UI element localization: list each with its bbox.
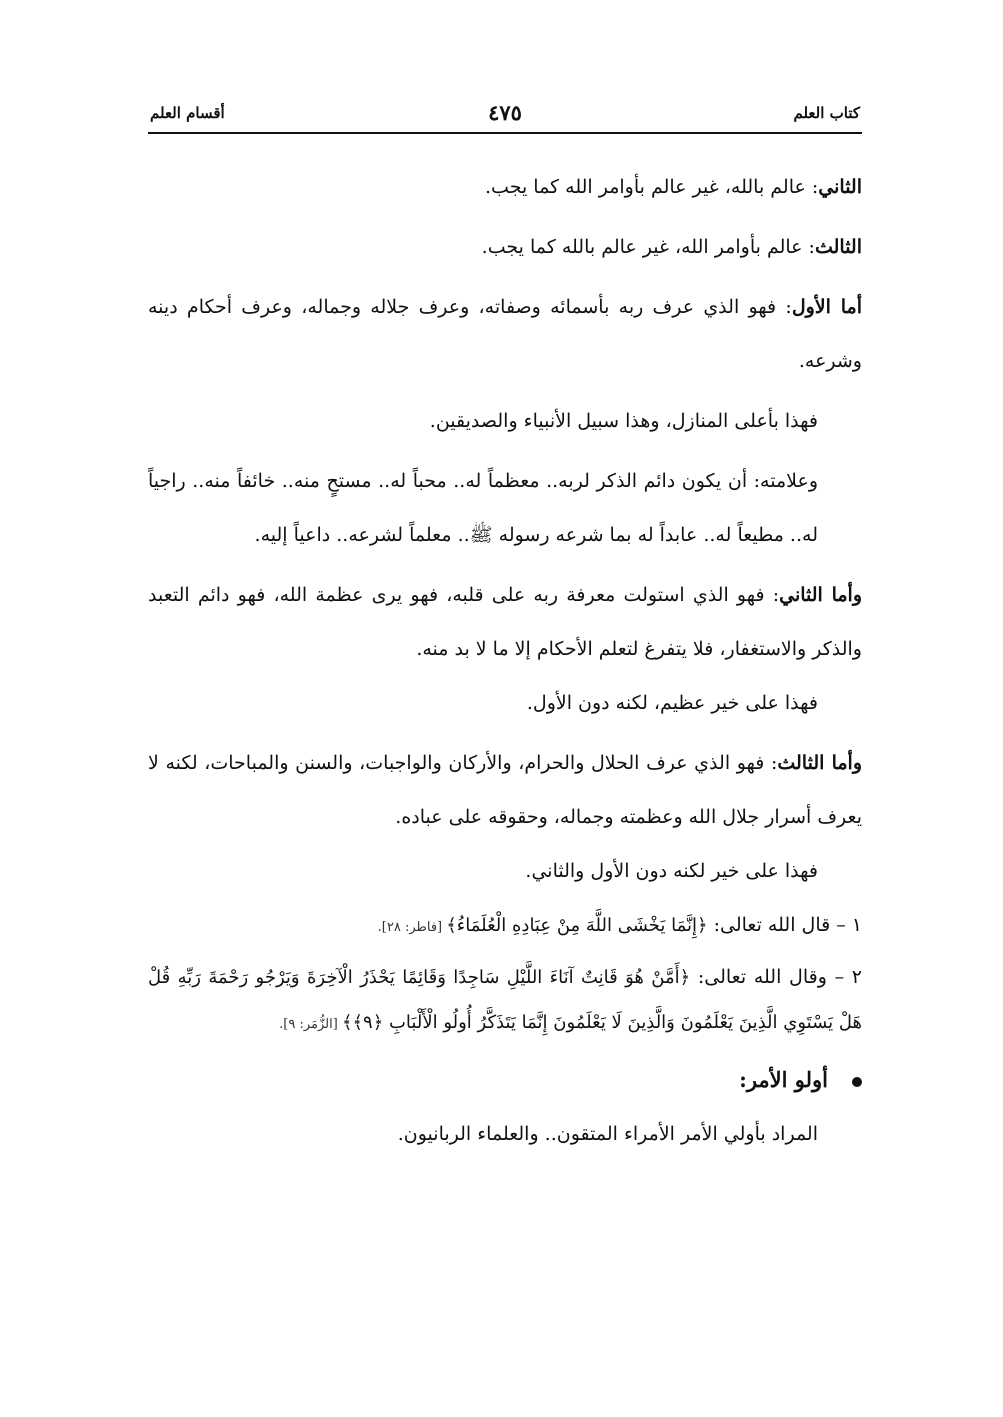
book-title: كتاب العلم (793, 104, 860, 122)
paragraph-third-explained (148, 736, 862, 844)
verse-reference: [فاطر: ٢٨]. (377, 920, 447, 935)
page-body (148, 160, 862, 1161)
paragraph-first-rank: فهذا بأعلى المنازل، وهذا سبيل الأنبياء والصديقين. (429, 410, 818, 432)
verse-reference: [الزُّمَر: ٩]. (279, 1017, 342, 1032)
paragraph-text: : فهو الذي استولت معرفة ربه على قلبه، فهو يرى عظمة الله، فهو دائم التعبد والذكر والاستغفار، فلا يتفرغ لتعلم الأحكام إلا ما لا بد منه. (148, 584, 862, 660)
paragraph-first-signs: وعلامته: أن يكون دائم الذكر لربه.. معظماً له.. محباً له.. مستحٍ منه.. خائفاً منه.. راجياً له.. مطيعاً له.. عابداً له بما شرعه رسوله ﷺ.. معلماً لشرعه.. داعياً إليه. (148, 470, 818, 546)
paragraph-text: : عالم بأوامر الله، غير عالم بالله كما يجب. (481, 236, 815, 258)
page-header (148, 96, 862, 134)
page-number: ٤٧٥ (488, 100, 522, 125)
paragraph-rulers: المراد بأولي الأمر الأمراء المتقون.. والعلماء الربانيون. (397, 1123, 818, 1145)
paragraph-second-explained (148, 568, 862, 676)
verse-prefix: ٢ – وقال الله تعالى: (690, 966, 862, 988)
paragraph-third-rank: فهذا على خير لكنه دون الأول والثاني. (525, 860, 818, 882)
paragraph-lead: الثالث (814, 236, 862, 258)
section-heading (148, 1053, 862, 1107)
section-title: أقسام العلم (150, 104, 225, 122)
paragraph-second (148, 160, 862, 214)
paragraph-text: : فهو الذي عرف ربه بأسمائه وصفاته، وعرف جلاله وجماله، وعرف أحكام دينه وشرعه. (148, 296, 862, 372)
paragraph-lead: وأما الثاني (779, 584, 862, 606)
quran-text: ﴿إِنَّمَا يَخْشَى اللَّهَ مِنْ عِبَادِهِ الْعُلَمَاءُ﴾ (446, 915, 708, 936)
paragraph-lead: وأما الثالث (777, 752, 862, 774)
quran-text: ﴿أَمَّنْ هُوَ قَانِتٌ آنَاءَ اللَّيْلِ سَاجِدًا وَقَائِمًا يَحْذَرُ الْآخِرَةَ وَيَرْجُو رَحْمَةَ رَبِّهِ قُلْ هَلْ يَسْتَوِي الَّذِينَ يَعْلَمُونَ وَالَّذِينَ لَا يَعْلَمُونَ إِنَّمَا يَتَذَكَّرُ أُولُو الْأَلْبَابِ ﴿٩﴾﴾ (148, 967, 862, 1033)
bullet-icon (852, 1077, 862, 1087)
paragraph-lead: الثاني (818, 176, 862, 198)
paragraph-first-explained (148, 280, 862, 388)
paragraph-second-rank: فهذا على خير عظيم، لكنه دون الأول. (526, 692, 818, 714)
verse-two (148, 955, 862, 1047)
paragraph-lead: أما الأول (791, 296, 862, 318)
paragraph-third (148, 220, 862, 274)
verse-prefix: ١ – قال الله تعالى: (707, 914, 862, 936)
heading-text: أولو الأمر: (739, 1067, 828, 1092)
paragraph-text: : فهو الذي عرف الحلال والحرام، والأركان والواجبات، والسنن والمباحات، لكنه لا يعرف أسرار جلال الله وعظمته وجماله، وحقوقه على عباده. (148, 752, 862, 828)
verse-one (148, 898, 862, 955)
paragraph-text: : عالم بالله، غير عالم بأوامر الله كما يجب. (485, 176, 819, 198)
